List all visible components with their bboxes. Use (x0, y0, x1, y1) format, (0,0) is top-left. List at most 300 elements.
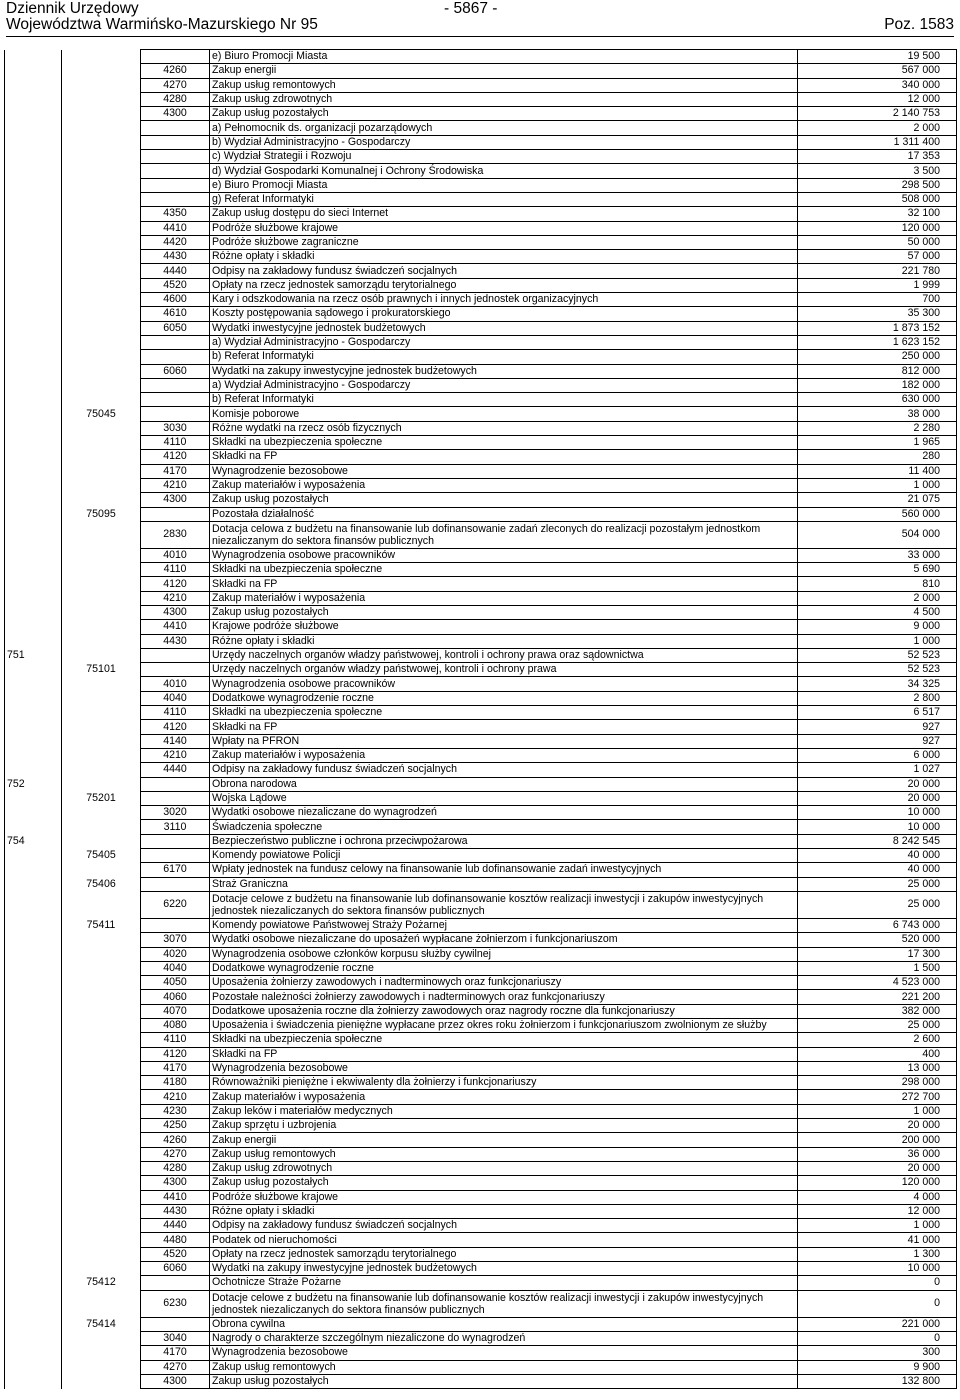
chapter-cell (5, 677, 62, 691)
chapter-cell (5, 1204, 62, 1218)
section-cell (62, 1019, 141, 1033)
amount-cell: 12 000 (798, 92, 957, 106)
paragraph-cell: 4300 (141, 493, 210, 507)
paragraph-cell: 4430 (141, 250, 210, 264)
amount-cell: 20 000 (798, 1161, 957, 1175)
amount-cell: 182 000 (798, 378, 957, 392)
section-cell (62, 1076, 141, 1090)
table-row (5, 1331, 957, 1345)
name-cell: Zakup usług pozostałych (210, 1176, 798, 1190)
section-cell (62, 1233, 141, 1247)
table-row (5, 250, 957, 264)
chapter-cell: 752 (5, 777, 62, 791)
table-row (5, 976, 957, 990)
name-cell: b) Referat Informatyki (210, 393, 798, 407)
amount-cell: 221 000 (798, 1317, 957, 1331)
paragraph-cell: 4020 (141, 947, 210, 961)
chapter-cell (5, 436, 62, 450)
amount-cell: 12 000 (798, 1204, 957, 1218)
table-row (5, 791, 957, 805)
name-cell: Zakup usług dostępu do sieci Internet (210, 207, 798, 221)
paragraph-cell (141, 378, 210, 392)
table-row (5, 863, 957, 877)
amount-cell: 32 100 (798, 207, 957, 221)
amount-cell: 38 000 (798, 407, 957, 421)
table-row (5, 64, 957, 78)
table-row (5, 78, 957, 92)
amount-cell: 630 000 (798, 393, 957, 407)
section-cell (62, 307, 141, 321)
name-cell (210, 891, 798, 918)
name-cell: Uposażenia i świadczenia pieniężne wypłacane przez okres roku żołnierzom i funkcjonariuszom zwolnionym ze służby (210, 1019, 798, 1033)
page-header (6, 0, 954, 44)
chapter-cell (5, 350, 62, 364)
paragraph-cell (141, 777, 210, 791)
table-row (5, 450, 957, 464)
paragraph-cell (141, 335, 210, 349)
chapter-cell (5, 918, 62, 932)
chapter-cell (5, 748, 62, 762)
paragraph-cell: 4280 (141, 1161, 210, 1175)
paragraph-cell: 4140 (141, 734, 210, 748)
table-row (5, 264, 957, 278)
name-cell: Składki na ubezpieczenia społeczne (210, 706, 798, 720)
section-cell (62, 763, 141, 777)
chapter-cell (5, 135, 62, 149)
name-cell: Podróże służbowe zagraniczne (210, 235, 798, 249)
name-cell: b) Referat Informatyki (210, 350, 798, 364)
amount-cell: 221 780 (798, 264, 957, 278)
name-cell: Równoważniki pieniężne i ekwiwalenty dla żołnierzy i funkcjonariuszy (210, 1076, 798, 1090)
section-cell (62, 1033, 141, 1047)
table-row (5, 918, 957, 932)
section-cell (62, 677, 141, 691)
section-cell (62, 620, 141, 634)
table-row (5, 706, 957, 720)
chapter-cell (5, 321, 62, 335)
amount-cell: 567 000 (798, 64, 957, 78)
amount-cell: 2 140 753 (798, 107, 957, 121)
paragraph-cell: 6230 (141, 1290, 210, 1317)
table-row (5, 1374, 957, 1388)
paragraph-cell: 4110 (141, 563, 210, 577)
amount-cell: 17 300 (798, 947, 957, 961)
paragraph-cell: 4110 (141, 1033, 210, 1047)
amount-cell: 1 999 (798, 278, 957, 292)
section-cell (62, 1262, 141, 1276)
amount-cell: 812 000 (798, 364, 957, 378)
amount-cell: 19 500 (798, 50, 957, 64)
name-cell: Zakup usług zdrowotnych (210, 1161, 798, 1175)
chapter-cell: 751 (5, 648, 62, 662)
table-row (5, 1161, 957, 1175)
section-cell (62, 92, 141, 106)
chapter-cell (5, 1276, 62, 1290)
paragraph-cell: 4300 (141, 107, 210, 121)
header-rule (6, 36, 954, 37)
table-row (5, 478, 957, 492)
table-row (5, 207, 957, 221)
table-row (5, 1276, 957, 1290)
section-cell (62, 207, 141, 221)
chapter-cell (5, 691, 62, 705)
amount-cell: 1 311 400 (798, 135, 957, 149)
section-cell (62, 378, 141, 392)
paragraph-cell (141, 178, 210, 192)
chapter-cell (5, 64, 62, 78)
paragraph-cell: 4270 (141, 1360, 210, 1374)
section-cell (62, 1204, 141, 1218)
section-cell (62, 1147, 141, 1161)
amount-cell: 2 000 (798, 591, 957, 605)
section-cell (62, 350, 141, 364)
paragraph-cell: 4070 (141, 1004, 210, 1018)
chapter-cell (5, 250, 62, 264)
section-cell (62, 1104, 141, 1118)
paragraph-cell: 3020 (141, 806, 210, 820)
table-row (5, 1346, 957, 1360)
name-cell: Zakup sprzętu i uzbrojenia (210, 1119, 798, 1133)
chapter-cell (5, 364, 62, 378)
paragraph-cell: 4480 (141, 1233, 210, 1247)
name-cell: Wydatki osobowe niezaliczane do uposażeń wypłacane żołnierzom i funkcjonariuszom (210, 933, 798, 947)
name-cell: Zakup leków i materiałów medycznych (210, 1104, 798, 1118)
amount-cell: 36 000 (798, 1147, 957, 1161)
name-cell: Zakup usług pozostałych (210, 1374, 798, 1388)
section-cell (62, 64, 141, 78)
table-row (5, 877, 957, 891)
chapter-cell (5, 563, 62, 577)
section-cell (62, 278, 141, 292)
amount-cell: 1 000 (798, 1104, 957, 1118)
name-cell: Różne opłaty i składki (210, 634, 798, 648)
table-row (5, 178, 957, 192)
section-cell (62, 834, 141, 848)
paragraph-cell (141, 507, 210, 521)
amount-cell: 382 000 (798, 1004, 957, 1018)
chapter-cell (5, 421, 62, 435)
paragraph-cell: 4250 (141, 1119, 210, 1133)
chapter-cell (5, 591, 62, 605)
table-row (5, 1004, 957, 1018)
section-cell (62, 734, 141, 748)
amount-cell: 21 075 (798, 493, 957, 507)
name-cell: Opłaty na rzecz jednostek samorządu terytorialnego (210, 1247, 798, 1261)
amount-cell: 4 000 (798, 1190, 957, 1204)
amount-cell: 2 600 (798, 1033, 957, 1047)
paragraph-cell (141, 393, 210, 407)
chapter-cell (5, 464, 62, 478)
table-row (5, 1090, 957, 1104)
section-cell (62, 364, 141, 378)
journal-title: Dziennik Urzędowy (6, 0, 139, 17)
name-cell: Zakup materiałów i wyposażenia (210, 478, 798, 492)
paragraph-cell: 4520 (141, 278, 210, 292)
chapter-cell (5, 734, 62, 748)
paragraph-cell: 3040 (141, 1331, 210, 1345)
table-row (5, 1019, 957, 1033)
paragraph-cell (141, 918, 210, 932)
section-cell (62, 1161, 141, 1175)
paragraph-cell: 4600 (141, 293, 210, 307)
amount-cell: 50 000 (798, 235, 957, 249)
section-cell (62, 164, 141, 178)
chapter-cell (5, 663, 62, 677)
section-cell (62, 1061, 141, 1075)
table-row (5, 1247, 957, 1261)
section-cell (62, 548, 141, 562)
table-row (5, 1290, 957, 1317)
name-cell: Odpisy na zakładowy fundusz świadczeń socjalnych (210, 264, 798, 278)
amount-cell: 120 000 (798, 1176, 957, 1190)
paragraph-cell: 4010 (141, 677, 210, 691)
paragraph-cell: 4120 (141, 720, 210, 734)
table-row (5, 1119, 957, 1133)
amount-cell: 6 517 (798, 706, 957, 720)
amount-cell: 4 500 (798, 605, 957, 619)
name-cell: Pozostałe należności żołnierzy zawodowych i nadterminowych oraz funkcjonariuszy (210, 990, 798, 1004)
chapter-cell (5, 1119, 62, 1133)
paragraph-cell: 3110 (141, 820, 210, 834)
chapter-cell (5, 393, 62, 407)
section-cell (62, 863, 141, 877)
table-row (5, 763, 957, 777)
table-row (5, 364, 957, 378)
section-cell (62, 421, 141, 435)
table-row (5, 521, 957, 548)
name-cell: Składki na FP (210, 720, 798, 734)
section-cell (62, 1290, 141, 1317)
paragraph-cell: 4040 (141, 691, 210, 705)
paragraph-cell: 4110 (141, 436, 210, 450)
amount-cell: 4 523 000 (798, 976, 957, 990)
section-cell (62, 1190, 141, 1204)
chapter-cell (5, 278, 62, 292)
paragraph-cell: 6050 (141, 321, 210, 335)
table-row (5, 591, 957, 605)
section-cell (62, 634, 141, 648)
paragraph-cell: 4420 (141, 235, 210, 249)
paragraph-cell: 3070 (141, 933, 210, 947)
table-row (5, 748, 957, 762)
paragraph-cell: 4210 (141, 591, 210, 605)
name-cell: Wynagrodzenia bezosobowe (210, 1061, 798, 1075)
table-row (5, 1147, 957, 1161)
chapter-cell (5, 521, 62, 548)
section-cell (62, 1346, 141, 1360)
amount-cell: 8 242 545 (798, 834, 957, 848)
amount-cell: 40 000 (798, 863, 957, 877)
section-cell: 75405 (62, 849, 141, 863)
name-cell: Wynagrodzenia bezosobowe (210, 1346, 798, 1360)
amount-cell: 1 965 (798, 436, 957, 450)
budget-table-body (5, 50, 957, 1389)
table-row (5, 121, 957, 135)
paragraph-cell: 4430 (141, 634, 210, 648)
name-cell: Świadczenia społeczne (210, 820, 798, 834)
amount-cell: 927 (798, 720, 957, 734)
table-row (5, 92, 957, 106)
table-row (5, 577, 957, 591)
chapter-cell (5, 577, 62, 591)
chapter-cell (5, 1133, 62, 1147)
section-cell: 75411 (62, 918, 141, 932)
name-cell: Wpłaty jednostek na fundusz celowy na finansowanie lub dofinansowanie zadań inwestycyjnych (210, 863, 798, 877)
amount-cell: 17 353 (798, 150, 957, 164)
paragraph-cell: 4280 (141, 92, 210, 106)
amount-cell: 10 000 (798, 820, 957, 834)
chapter-cell (5, 1104, 62, 1118)
paragraph-cell (141, 648, 210, 662)
chapter-cell (5, 221, 62, 235)
name-cell: Urzędy naczelnych organów władzy państwowej, kontroli i ochrony prawa (210, 663, 798, 677)
name-cell: Podatek od nieruchomości (210, 1233, 798, 1247)
chapter-cell (5, 478, 62, 492)
table-row (5, 605, 957, 619)
name-cell: Składki na FP (210, 577, 798, 591)
section-cell (62, 1133, 141, 1147)
section-cell (62, 748, 141, 762)
table-row (5, 378, 957, 392)
section-cell (62, 121, 141, 135)
name-cell: b) Wydział Administracyjno - Gospodarczy (210, 135, 798, 149)
chapter-cell (5, 164, 62, 178)
name-cell: Składki na ubezpieczenia społeczne (210, 1033, 798, 1047)
section-cell: 75406 (62, 877, 141, 891)
name-cell: Pozostała działalność (210, 507, 798, 521)
chapter-cell (5, 1019, 62, 1033)
paragraph-cell (141, 135, 210, 149)
chapter-cell (5, 1233, 62, 1247)
table-row (5, 1360, 957, 1374)
table-row (5, 1061, 957, 1075)
amount-cell: 5 690 (798, 563, 957, 577)
table-row (5, 990, 957, 1004)
name-cell (210, 521, 798, 548)
table-row (5, 663, 957, 677)
name-cell: Zakup usług pozostałych (210, 605, 798, 619)
section-cell (62, 1119, 141, 1133)
name-cell: Wojska Lądowe (210, 791, 798, 805)
paragraph-cell: 4040 (141, 961, 210, 975)
name-cell: Komendy powiatowe Państwowej Straży Pożarnej (210, 918, 798, 932)
amount-cell: 1 500 (798, 961, 957, 975)
table-row (5, 1219, 957, 1233)
position-number: Poz. 1583 (884, 16, 954, 33)
section-cell: 75045 (62, 407, 141, 421)
chapter-cell (5, 407, 62, 421)
section-cell (62, 464, 141, 478)
name-cell: Obrona cywilna (210, 1317, 798, 1331)
amount-cell: 1 623 152 (798, 335, 957, 349)
amount-cell: 10 000 (798, 806, 957, 820)
name-cell: Zakup energii (210, 1133, 798, 1147)
name-cell: Składki na ubezpieczenia społeczne (210, 436, 798, 450)
name-cell: Komisje poborowe (210, 407, 798, 421)
name-cell: Krajowe podróże służbowe (210, 620, 798, 634)
amount-cell: 6 000 (798, 748, 957, 762)
section-cell (62, 250, 141, 264)
amount-cell: 9 000 (798, 620, 957, 634)
chapter-cell (5, 207, 62, 221)
table-row (5, 677, 957, 691)
name-cell: Bezpieczeństwo publiczne i ochrona przeciwpożarowa (210, 834, 798, 848)
table-row (5, 820, 957, 834)
section-cell: 75095 (62, 507, 141, 521)
paragraph-cell: 4120 (141, 577, 210, 591)
paragraph-cell: 4170 (141, 464, 210, 478)
chapter-cell (5, 1047, 62, 1061)
name-cell: Zakup usług pozostałych (210, 107, 798, 121)
section-cell (62, 1004, 141, 1018)
amount-cell: 298 000 (798, 1076, 957, 1090)
name-cell (210, 1290, 798, 1317)
table-row (5, 507, 957, 521)
table-row (5, 293, 957, 307)
section-cell (62, 976, 141, 990)
chapter-cell (5, 976, 62, 990)
amount-cell: 9 900 (798, 1360, 957, 1374)
table-row (5, 135, 957, 149)
amount-cell: 250 000 (798, 350, 957, 364)
chapter-cell (5, 849, 62, 863)
table-row (5, 720, 957, 734)
amount-cell: 13 000 (798, 1061, 957, 1075)
paragraph-cell (141, 150, 210, 164)
section-cell (62, 221, 141, 235)
paragraph-cell: 4410 (141, 620, 210, 634)
paragraph-cell: 4170 (141, 1346, 210, 1360)
paragraph-cell: 4410 (141, 1190, 210, 1204)
section-cell (62, 605, 141, 619)
amount-cell: 400 (798, 1047, 957, 1061)
paragraph-cell: 6060 (141, 1262, 210, 1276)
paragraph-cell: 4010 (141, 548, 210, 562)
table-row (5, 634, 957, 648)
table-row (5, 150, 957, 164)
paragraph-cell: 4260 (141, 64, 210, 78)
amount-cell: 700 (798, 293, 957, 307)
name-cell: Opłaty na rzecz jednostek samorządu terytorialnego (210, 278, 798, 292)
amount-cell: 504 000 (798, 521, 957, 548)
paragraph-cell (141, 192, 210, 206)
paragraph-cell: 4210 (141, 1090, 210, 1104)
table-row (5, 548, 957, 562)
paragraph-cell: 4610 (141, 307, 210, 321)
section-cell (62, 563, 141, 577)
name-cell: Wynagrodzenia osobowe członków korpusu służby cywilnej (210, 947, 798, 961)
chapter-cell (5, 720, 62, 734)
amount-cell: 200 000 (798, 1133, 957, 1147)
chapter-cell (5, 1033, 62, 1047)
paragraph-cell: 4210 (141, 748, 210, 762)
name-cell: a) Pełnomocnik ds. organizacji pozarządowych (210, 121, 798, 135)
section-cell (62, 1090, 141, 1104)
paragraph-cell: 4410 (141, 221, 210, 235)
chapter-cell (5, 763, 62, 777)
paragraph-cell (141, 164, 210, 178)
chapter-cell (5, 877, 62, 891)
name-cell: Zakup energii (210, 64, 798, 78)
name-cell: Składki na ubezpieczenia społeczne (210, 563, 798, 577)
section-cell (62, 264, 141, 278)
section-cell (62, 1219, 141, 1233)
amount-cell: 6 743 000 (798, 918, 957, 932)
table-row (5, 1047, 957, 1061)
amount-cell: 927 (798, 734, 957, 748)
chapter-cell (5, 1262, 62, 1276)
name-cell: Urzędy naczelnych organów władzy państwowej, kontroli i ochrony prawa oraz sądownictwa (210, 648, 798, 662)
